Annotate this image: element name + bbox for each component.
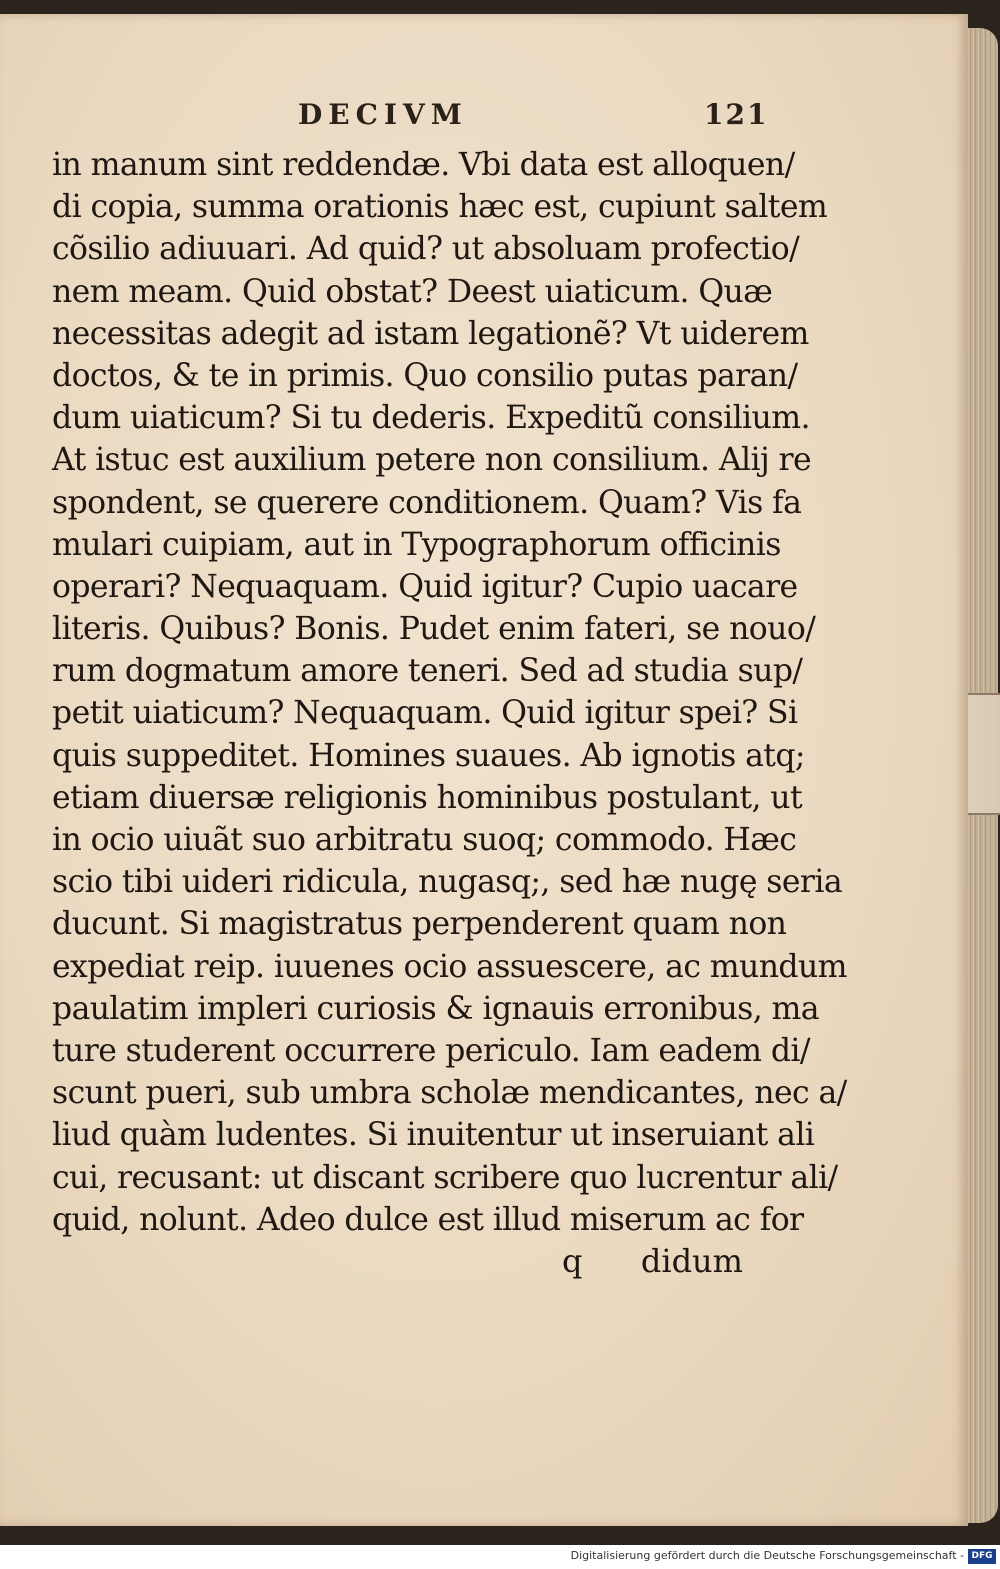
- text-line: operari? Nequaquam. Quid igitur? Cupio uacare: [52, 568, 798, 605]
- text-line: petit uiaticum? Nequaquam. Quid igitur spei? Si: [52, 695, 798, 732]
- text-line: paulatim impleri curiosis & ignauis erronibus, ma: [52, 990, 819, 1027]
- text-line: doctos, & te in primis. Quo consilio putas paran/: [52, 357, 798, 394]
- text-line: cui, recusant: ut discant scribere quo lucrentur ali/: [52, 1159, 838, 1196]
- signature-mark: q: [562, 1242, 583, 1280]
- text-line: in manum sint reddendæ. Vbi data est alloquen/: [52, 147, 795, 183]
- text-line: etiam diuersæ religionis hominibus postulant, ut: [52, 779, 803, 816]
- text-line: quis suppeditet. Homines suaues. Ab ignotis atq;: [52, 737, 805, 774]
- digitization-footer: [0, 1545, 1000, 1569]
- text-line: in ocio uiuãt suo arbitratu suoq; commodo. Hæc: [52, 822, 797, 858]
- text-line: At istuc est auxilium petere non consilium. Alij re: [52, 442, 812, 479]
- folio-number: 121: [704, 98, 769, 131]
- text-line: dum uiaticum? Si tu dederis. Expeditũ consilium.: [52, 400, 810, 437]
- text-line: quid, nolunt. Adeo dulce est illud miserum ac for: [52, 1201, 804, 1238]
- text-line: necessitas adegit ad istam legationẽ? Vt uiderem: [52, 315, 809, 352]
- text-block: [52, 144, 847, 1241]
- catch-row: [52, 1242, 757, 1284]
- text-line: liud quàm ludentes. Si inuitentur ut inseruiant ali: [52, 1117, 815, 1154]
- text-line: scio tibi uideri ridicula, nugasq;, sed hæ nugę seria: [52, 864, 843, 901]
- text-line: spondent, se querere conditionem. Quam? Vis fa: [52, 484, 802, 521]
- catchword: didum: [640, 1242, 743, 1280]
- text-line: di copia, summa orationis hæc est, cupiunt saltem: [52, 189, 828, 226]
- funding-credit: Digitalisierung gefördert durch die Deutsche Forschungsgemeinschaft -: [570, 1549, 964, 1562]
- text-line: ture studerent occurrere periculo. Iam eadem di/: [52, 1032, 810, 1069]
- text-line: nem meam. Quid obstat? Deest uiaticum. Quæ: [52, 273, 773, 310]
- text-line: mulari cuipiam, aut in Typographorum officinis: [52, 526, 781, 563]
- book-page: [0, 14, 968, 1526]
- text-line: rum dogmatum amore teneri. Sed ad studia sup/: [52, 653, 803, 690]
- text-line: literis. Quibus? Bonis. Pudet enim fateri, se nouo/: [52, 611, 816, 648]
- dfg-logo-icon: DFG: [968, 1549, 996, 1564]
- text-line: expediat reip. iuuenes ocio assuescere, ac mundum: [52, 948, 847, 985]
- running-head: DECIVM: [298, 98, 468, 131]
- text-line: cõsilio adiuuari. Ad quid? ut absoluam profectio/: [52, 231, 800, 268]
- text-line: ducunt. Si magistratus perpenderent quam non: [52, 906, 787, 943]
- text-line: scunt pueri, sub umbra scholæ mendicantes, nec a/: [52, 1075, 847, 1112]
- page-header: [0, 94, 968, 134]
